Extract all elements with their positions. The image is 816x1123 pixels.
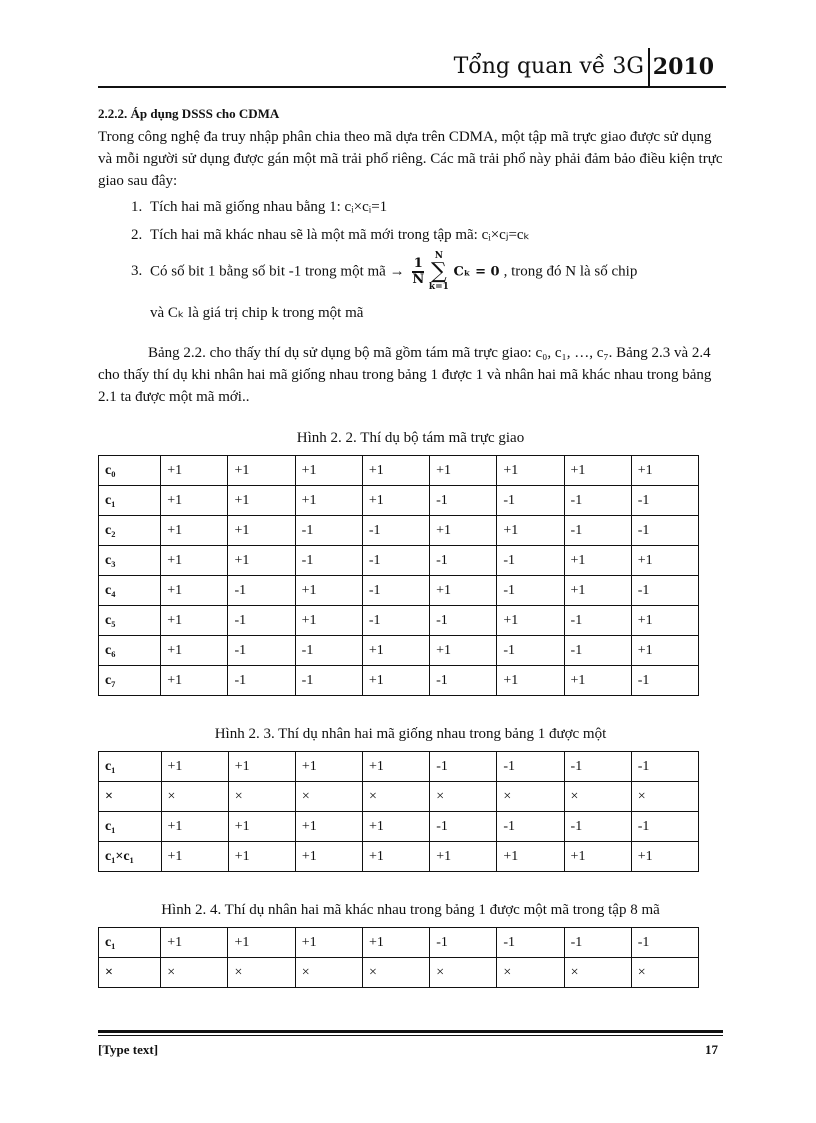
- row-label: ×: [99, 958, 161, 988]
- table-cell: +1: [161, 486, 228, 516]
- table-cell: ×: [363, 782, 430, 812]
- table-cell: +1: [362, 636, 429, 666]
- table-cell: ×: [430, 782, 497, 812]
- row-label: c₁×c₁: [99, 842, 162, 872]
- table-cell: -1: [228, 666, 295, 696]
- table-cell: +1: [497, 606, 564, 636]
- table-row: [99, 576, 699, 606]
- table-row: [99, 606, 699, 636]
- table-cell: +1: [564, 546, 631, 576]
- table-cell: -1: [631, 516, 698, 546]
- table2: [98, 751, 699, 872]
- row-label: c₁: [99, 928, 161, 958]
- table-row: [99, 456, 699, 486]
- table-cell: +1: [295, 486, 362, 516]
- table-cell: ×: [564, 782, 631, 812]
- table-cell: -1: [497, 576, 564, 606]
- table-cell: +1: [631, 606, 698, 636]
- table-row: [99, 546, 699, 576]
- table-cell: +1: [228, 516, 295, 546]
- row-label: c₃: [99, 546, 161, 576]
- sum-lower: k=1: [428, 282, 449, 292]
- header-year: 2010: [652, 54, 714, 80]
- table-cell: -1: [564, 636, 631, 666]
- table-row: [99, 636, 699, 666]
- table-cell: +1: [564, 576, 631, 606]
- table-row: [99, 842, 699, 872]
- table-cell: -1: [564, 812, 631, 842]
- condition-item: 1. Tích hai mã giống nhau bằng 1: cᵢ×cᵢ=1: [146, 196, 723, 218]
- table-cell: ×: [228, 958, 295, 988]
- table-cell: +1: [363, 752, 430, 782]
- row-label: c₄: [99, 576, 161, 606]
- table-cell: +1: [295, 752, 362, 782]
- table-row: [99, 516, 699, 546]
- table-cell: -1: [295, 636, 362, 666]
- condition-item: [146, 252, 723, 324]
- table-cell: -1: [295, 546, 362, 576]
- table-cell: -1: [497, 812, 564, 842]
- table-cell: +1: [161, 666, 228, 696]
- table-cell: -1: [631, 666, 698, 696]
- table-cell: +1: [295, 842, 362, 872]
- paragraph-2: Bảng 2.2. cho thấy thí dụ sử dụng bộ mã gồm tám mã trực giao: c₀, c₁, …, c₇. Bảng 2.3 và 2.4 cho thấy thí dụ khi nhân hai mã giống nhau trong bảng 1 được 1 và nhân hai mã khác nhau trong bảng 2.1 ta được một mã mới..: [98, 345, 712, 405]
- formula-body: Cₖ = 0: [453, 264, 500, 280]
- table-cell: -1: [430, 812, 497, 842]
- table-cell: +1: [228, 486, 295, 516]
- table-cell: -1: [228, 576, 295, 606]
- table-cell: -1: [564, 928, 631, 958]
- table-cell: +1: [295, 456, 362, 486]
- table-cell: +1: [564, 666, 631, 696]
- footer-placeholder: [Type text]: [98, 1042, 159, 1057]
- table-cell: +1: [228, 456, 295, 486]
- row-label: c₅: [99, 606, 161, 636]
- table-cell: +1: [497, 456, 564, 486]
- condition-continuation: và Cₖ là giá trị chip k trong một mã: [150, 305, 364, 321]
- table-cell: +1: [631, 546, 698, 576]
- table-cell: ×: [362, 958, 429, 988]
- table-cell: +1: [161, 576, 228, 606]
- table-row: [99, 752, 699, 782]
- table-cell: +1: [161, 546, 228, 576]
- table-cell: +1: [497, 666, 564, 696]
- page-header: [98, 48, 726, 86]
- table-cell: +1: [228, 546, 295, 576]
- table-cell: -1: [362, 576, 429, 606]
- formula-denominator: N: [412, 271, 425, 287]
- section-title: 2.2.2. Áp dụng DSSS cho CDMA: [98, 106, 280, 121]
- table-cell: ×: [497, 782, 564, 812]
- table-cell: +1: [362, 456, 429, 486]
- condition-text: Có số bit 1 bằng số bit -1 trong một mã →: [150, 263, 405, 280]
- table1: [98, 455, 699, 696]
- table-cell: +1: [228, 928, 295, 958]
- table-cell: -1: [362, 606, 429, 636]
- table-cell: +1: [362, 928, 429, 958]
- condition-tail: , trong đó N là số chip: [503, 263, 638, 280]
- table-cell: +1: [161, 812, 228, 842]
- table-cell: ×: [497, 958, 564, 988]
- header-separator: [648, 48, 650, 86]
- header-title: Tổng quan về 3G: [453, 54, 644, 79]
- table-cell: +1: [295, 606, 362, 636]
- table-row: [99, 782, 699, 812]
- table-cell: +1: [363, 842, 430, 872]
- table-cell: -1: [497, 752, 564, 782]
- table-cell: +1: [430, 576, 497, 606]
- table-cell: ×: [228, 782, 295, 812]
- table-cell: +1: [564, 456, 631, 486]
- table-cell: +1: [161, 752, 228, 782]
- table1-caption: Hình 2. 2. Thí dụ bộ tám mã trực giao: [296, 430, 525, 446]
- row-label: c₇: [99, 666, 161, 696]
- table-cell: +1: [161, 842, 228, 872]
- table-cell: ×: [631, 958, 698, 988]
- table-cell: -1: [564, 516, 631, 546]
- page-number: 17: [705, 1042, 718, 1057]
- table-cell: -1: [362, 516, 429, 546]
- table-cell: -1: [631, 928, 698, 958]
- table-cell: +1: [631, 456, 698, 486]
- table-cell: +1: [631, 636, 698, 666]
- table-cell: -1: [430, 486, 497, 516]
- table-cell: -1: [564, 486, 631, 516]
- table-cell: -1: [497, 546, 564, 576]
- row-label: c₂: [99, 516, 161, 546]
- header-rule: [98, 86, 726, 88]
- intro-paragraph: Trong công nghệ đa truy nhập phân chia theo mã dựa trên CDMA, một tập mã trực giao được sử dụng và mỗi người sử dụng được gán một mã trải phổ riêng. Các mã trải phổ này phải đảm bảo điều kiện trực giao sau đây:: [98, 129, 723, 189]
- table-cell: -1: [497, 636, 564, 666]
- table-cell: +1: [564, 842, 631, 872]
- table-cell: ×: [295, 958, 362, 988]
- table-cell: +1: [497, 516, 564, 546]
- table-cell: -1: [295, 666, 362, 696]
- table-cell: ×: [161, 958, 228, 988]
- table-cell: ×: [295, 782, 362, 812]
- table-cell: -1: [564, 752, 631, 782]
- table-cell: +1: [631, 842, 698, 872]
- table-cell: +1: [161, 456, 228, 486]
- table-cell: -1: [430, 928, 497, 958]
- table-cell: +1: [161, 636, 228, 666]
- table-cell: +1: [430, 456, 497, 486]
- table-cell: +1: [430, 636, 497, 666]
- table-cell: -1: [228, 606, 295, 636]
- table-cell: -1: [430, 546, 497, 576]
- footer-rule-thin: [98, 1035, 723, 1036]
- table-cell: -1: [295, 516, 362, 546]
- table-cell: -1: [228, 636, 295, 666]
- table-cell: ×: [161, 782, 228, 812]
- table-cell: -1: [362, 546, 429, 576]
- table-cell: +1: [295, 812, 362, 842]
- table-cell: ×: [430, 958, 497, 988]
- table-cell: +1: [497, 842, 564, 872]
- table-cell: +1: [362, 666, 429, 696]
- table-cell: ×: [564, 958, 631, 988]
- table-cell: +1: [363, 812, 430, 842]
- table-cell: -1: [631, 812, 698, 842]
- formula-numerator: 1: [413, 256, 423, 272]
- row-label: c₁: [99, 752, 162, 782]
- table-cell: +1: [161, 606, 228, 636]
- table-cell: ×: [631, 782, 698, 812]
- table-row: [99, 812, 699, 842]
- table-cell: -1: [497, 928, 564, 958]
- row-label: c₆: [99, 636, 161, 666]
- table-cell: -1: [631, 576, 698, 606]
- table-cell: -1: [631, 486, 698, 516]
- page-body: [98, 106, 723, 988]
- table-cell: +1: [228, 842, 295, 872]
- table-cell: +1: [362, 486, 429, 516]
- table-row: [99, 666, 699, 696]
- table-cell: +1: [430, 516, 497, 546]
- sum-formula: $\frac{1}{N}$ N ∑ k=1 Cₖ = 0: [412, 251, 500, 292]
- row-label: c₀: [99, 456, 161, 486]
- table-cell: +1: [295, 928, 362, 958]
- table-cell: +1: [161, 516, 228, 546]
- table-cell: -1: [430, 606, 497, 636]
- table-cell: +1: [295, 576, 362, 606]
- table3: [98, 927, 699, 988]
- table-cell: -1: [564, 606, 631, 636]
- footer-rule: [98, 1030, 723, 1033]
- table-cell: -1: [430, 666, 497, 696]
- row-label: ×: [99, 782, 162, 812]
- table-cell: -1: [631, 752, 698, 782]
- table-cell: +1: [228, 752, 295, 782]
- table2-caption: Hình 2. 3. Thí dụ nhân hai mã giống nhau trong bảng 1 được một: [214, 726, 607, 742]
- row-label: c₁: [99, 812, 162, 842]
- condition-list: [98, 196, 723, 324]
- table-cell: +1: [161, 928, 228, 958]
- condition-item: 2. Tích hai mã khác nhau sẽ là một mã mới trong tập mã: cᵢ×cⱼ=cₖ: [146, 224, 723, 246]
- table-row: [99, 928, 699, 958]
- row-label: c₁: [99, 486, 161, 516]
- table-cell: -1: [430, 752, 497, 782]
- table-cell: +1: [228, 812, 295, 842]
- sum-upper: N: [434, 251, 443, 261]
- table-cell: +1: [430, 842, 497, 872]
- table-row: [99, 486, 699, 516]
- table3-caption: Hình 2. 4. Thí dụ nhân hai mã khác nhau trong bảng 1 được một mã trong tập 8 mã: [161, 902, 660, 918]
- table-cell: -1: [497, 486, 564, 516]
- table-row: [99, 958, 699, 988]
